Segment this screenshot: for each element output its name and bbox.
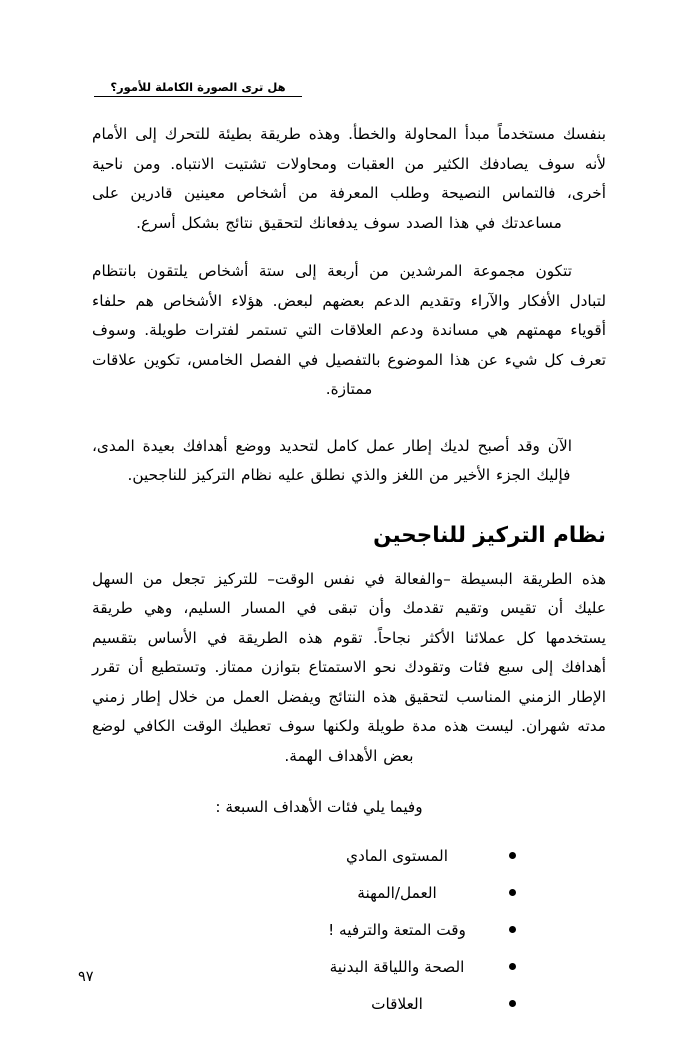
list-item: [92, 956, 606, 993]
bullet-icon: [509, 926, 516, 933]
list-item: [92, 845, 606, 882]
list-item: [92, 882, 606, 919]
list-intro-spacer: [92, 771, 606, 793]
list-item-label: العمل/المهنة: [357, 883, 437, 902]
running-header: [93, 76, 303, 97]
page-number: ٩٧: [78, 969, 94, 985]
bullet-icon: [509, 852, 516, 859]
list-spacer: [92, 823, 606, 845]
paragraph-1: بنفسك مستخدماً مبدأ المحاولة والخطأ. وهذه طريقة بطيئة للتحرك إلى الأمام لأنه سوف يصادفك الكثير من العقبات ومحاولات تشتيت الانتباه. ومن ناحية أخرى، فالتماس النصيحة وطلب المعرفة من أشخاص معينين قادرين على مساعدتك في هذا الصدد سوف يدفعانك لتحقيق نتائج بشكل أسرع.: [92, 125, 606, 232]
paragraph-3: الآن وقد أصبح لديك إطار عمل كامل لتحديد ووضع أهدافك بعيدة المدى، فإليك الجزء الأخير من اللغز والذي نطلق عليه نظام التركيز للناجحين.: [92, 436, 572, 484]
section-heading: نظام التركيز للناجحين: [373, 522, 606, 548]
list-item: [92, 993, 606, 1030]
list-item: [92, 919, 606, 956]
running-header-text: هل ترى الصورة الكاملة للأمور؟: [110, 80, 286, 94]
section-body-paragraph: هذه الطريقة البسيطة –والفعالة في نفس الوقت– للتركيز تجعل من السهل عليك أن تقيس وتقيم تقدمك وأن تبقى في المسار السليم، وهي طريقة يستخدمها كل عملائنا الأكثر نجاحاً. تقوم هذه الطريقة في الأساس بتقسيم أهدافك إلى سبع فئات وتقودك نحو الاستمتاع بتوازن ممتاز. وتستطيع أن تقرر الإطار الزمني المناسب لتحقيق هذه النتائج ويفضل العمل من خلال إطار زمني مدته شهران. ليست هذه مدة طويلة ولكنها سوف تعطيك الوقت الكافي لوضع بعض الأهداف الهمة.: [92, 569, 606, 765]
list-intro-text: وفيما يلي فئات الأهداف السبعة :: [215, 798, 423, 816]
list-item-label: الصحة واللياقة البدنية: [329, 957, 465, 976]
paragraph-spacer: [92, 238, 606, 257]
running-header-rule: [94, 96, 302, 97]
list-item-label: المستوى المادي: [346, 846, 448, 865]
heading-spacer-top: [92, 491, 606, 521]
heading-spacer-bottom: [92, 551, 606, 565]
paragraph-spacer: [92, 405, 606, 432]
goal-categories-list: [92, 845, 606, 1030]
bullet-icon: [509, 1000, 516, 1007]
list-item-label: وقت المتعة والترفيه !: [328, 920, 466, 939]
bullet-icon: [509, 963, 516, 970]
bullet-icon: [509, 889, 516, 896]
body-text-column: [92, 120, 606, 1030]
paragraph-2: تتكون مجموعة المرشدين من أربعة إلى ستة أشخاص يلتقون بانتظام لتبادل الأفكار والآراء وتقديم الدعم بعضهم لبعض. هؤلاء الأشخاص هم حلفاء أقوياء مهمتهم هي مساندة ودعم العلاقات التي تستمر لفترات طويلة. وسوف تعرف كل شيء عن هذا الموضوع بالتفصيل في الفصل الخامس، تكوين علاقات ممتازة.: [92, 262, 606, 398]
list-item-label: العلاقات: [371, 994, 423, 1013]
